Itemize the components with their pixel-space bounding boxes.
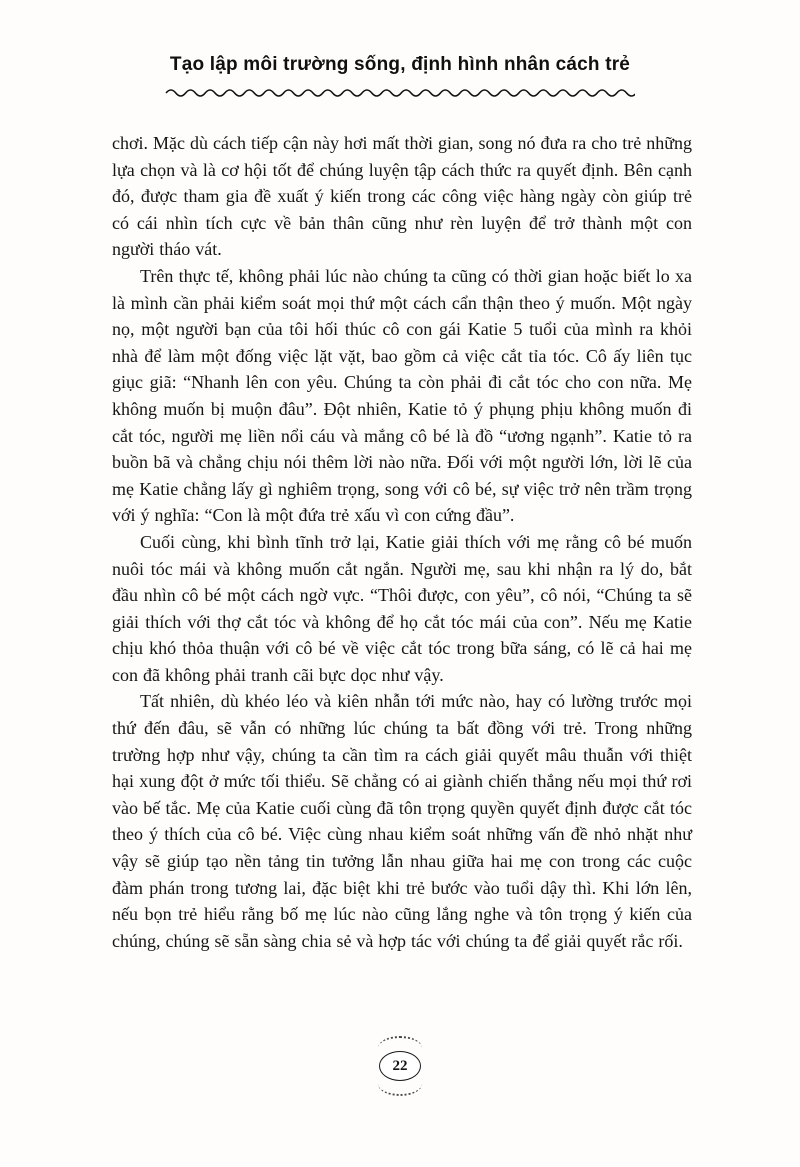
page-header [0, 0, 800, 99]
paragraph: Tất nhiên, dù khéo léo và kiên nhẫn tới mức nào, hay có lường trước mọi thứ đến đâu, sẽ vẫn có những lúc chúng ta bất đồng với trẻ. Trong những trường hợp như vậy, chúng ta cần tìm ra cách giải quyết mâu thuẫn với thiệt hại xung đột ở mức tối thiểu. Sẽ chẳng có ai giành chiến thắng nếu mọi thứ rơi vào bế tắc. Mẹ của Katie cuối cùng đã tôn trọng quyền quyết định được cắt tóc theo ý thích của cô bé. Việc cùng nhau kiểm soát những vấn đề nhỏ nhặt như vậy sẽ giúp tạo nền tảng tin tưởng lẫn nhau giữa hai mẹ con trong các cuộc đàm phán trong tương lai, đặc biệt khi trẻ bước vào tuổi dậy thì. Khi lớn lên, nếu bọn trẻ hiểu rằng bố mẹ lúc nào cũng lắng nghe và tôn trọng ý kiến của chúng, chúng sẽ sẵn sàng chia sẻ và hợp tác với chúng ta để giải quyết rắc rối. [112, 691, 692, 951]
page-number-badge [379, 1051, 421, 1081]
wavy-divider-icon [165, 85, 635, 99]
paragraph: Trên thực tế, không phải lúc nào chúng ta cũng có thời gian hoặc biết lo xa là mình cần phải kiểm soát mọi thứ một cách cẩn thận theo ý muốn. Một ngày nọ, một người bạn của tôi hối thúc cô con gái Katie 5 tuổi của mình ra khỏi nhà để làm một đống việc lặt vặt, bao gồm cả việc cắt tỉa tóc. Cô ấy liên tục giục giã: “Nhanh lên con yêu. Chúng ta còn phải đi cắt tóc cho con nữa. Mẹ không muốn bị muộn đâu”. Đột nhiên, Katie tỏ ý phụng phịu không muốn đi cắt tóc, người mẹ liền nổi cáu và mắng cô bé là đồ “ương ngạnh”. Katie tỏ ra buồn bã và chẳng chịu nói thêm lời nào nữa. Đối với một người lớn, lời lẽ của mẹ Katie chẳng lấy gì nghiêm trọng, song với cô bé, sự việc trở nên trầm trọng với ý nghĩa: “Con là một đứa trẻ xấu vì con cứng đầu”. [112, 265, 692, 526]
page-number: 22 [392, 1057, 408, 1074]
wavy-divider-wrap [0, 85, 800, 99]
paragraph: chơi. Mặc dù cách tiếp cận này hơi mất thời gian, song nó đưa ra cho trẻ những lựa chọn và là cơ hội tốt để chúng luyện tập cách thức ra quyết định. Bên cạnh đó, được tham gia đề xuất ý kiến trong các công việc hàng ngày còn giúp trẻ có cái nhìn tích cực về bản thân cũng như rèn luyện để trở thành một con người tháo vát. [112, 133, 692, 260]
dotted-arc-top-ornament [378, 1036, 422, 1048]
paragraph: Cuối cùng, khi bình tĩnh trở lại, Katie giải thích với mẹ rằng cô bé muốn nuôi tóc mái và không muốn cắt ngắn. Người mẹ, sau khi nhận ra lý do, bắt đầu nhìn cô bé một cách ngờ vực. “Thôi được, con yêu”, cô nói, “Chúng ta sẽ giải thích với thợ cắt tóc và không để họ cắt tóc mái của con”. Nếu mẹ Katie chịu khó thỏa thuận với cô bé về việc cắt tóc trong bữa sáng, có lẽ cả hai mẹ con đã không phải tranh cãi bực dọc như vậy. [112, 531, 692, 685]
chapter-title: Tạo lập môi trường sống, định hình nhân cách trẻ [169, 54, 631, 75]
dotted-arc-bottom-ornament [378, 1084, 422, 1096]
body-text [112, 130, 692, 954]
page-footer [0, 1036, 800, 1096]
